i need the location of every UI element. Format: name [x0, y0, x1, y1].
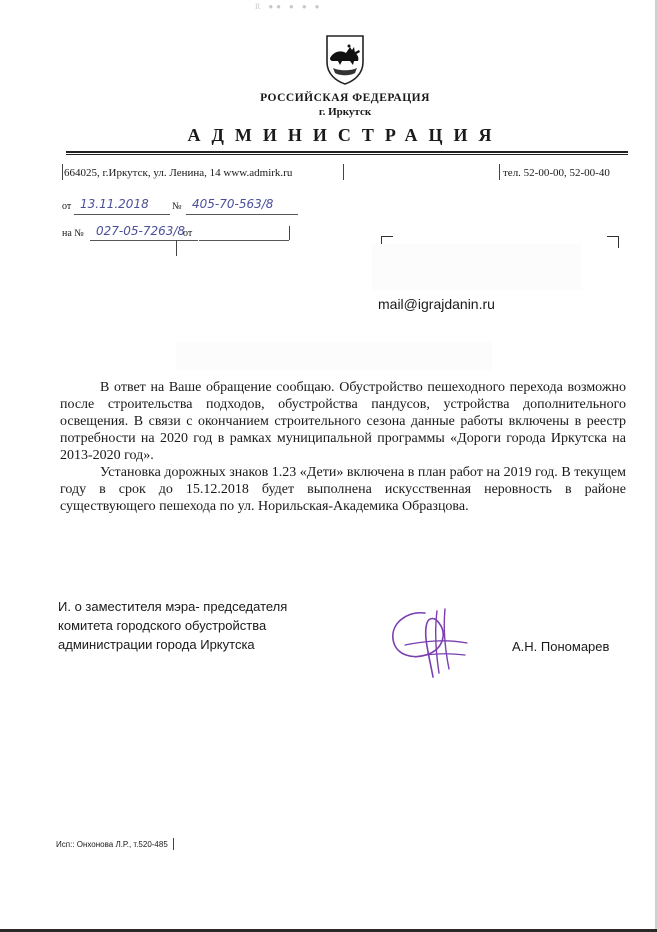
from-label: от	[62, 201, 72, 212]
reference-number-underline	[90, 240, 198, 241]
phone-bracket-left	[499, 164, 500, 180]
header-rule-thin	[66, 154, 628, 155]
reference-from-label: от	[183, 228, 193, 239]
signatory-title-line-2: комитета городского обустройства	[58, 618, 267, 633]
scan-noise: R ●● ● ● ●	[255, 2, 323, 11]
outgoing-date: 13.11.2018	[80, 197, 149, 211]
redacted-recipient	[372, 244, 582, 290]
signatory-title-line-1: И. о заместителя мэра- председателя	[58, 599, 288, 614]
redacted-salutation	[176, 342, 492, 370]
letterhead-title: АДМИНИСТРАЦИЯ	[187, 125, 503, 145]
address-bracket-right	[343, 164, 344, 180]
irkutsk-coat-of-arms-icon	[324, 34, 366, 86]
reference-label: на №	[62, 228, 84, 239]
letter-body	[60, 379, 626, 515]
address-corner-top-right-v	[618, 236, 619, 248]
phone-line: тел. 52-00-00, 52-00-40	[503, 167, 610, 179]
signer-name: А.Н. Пономарев	[512, 639, 610, 654]
body-paragraph-1: В ответ на Ваше обращение сообщаю. Обустройство пешеходного перехода возможно после строительства подходов, обустройства пандусов, устройства дополнительного освещения. В связи с окончанием строительного сезона данные работы включены в реестр потребности на 2020 год в рамках муниципальной программы «Дороги города Иркутска на 2013-2020 год».	[60, 380, 626, 463]
city-name: г. Иркутск	[318, 106, 372, 118]
outgoing-number: 405-70-563/8	[192, 197, 274, 211]
outgoing-number-underline	[186, 214, 298, 215]
outgoing-date-underline	[74, 214, 170, 215]
recipient-email: mail@igrajdanin.ru	[378, 296, 495, 312]
address-corner-top-left	[381, 236, 393, 237]
address-bracket-left	[62, 164, 63, 180]
handwritten-signature	[385, 603, 469, 681]
reference-number: 027-05-7263/8	[96, 224, 186, 238]
reference-date-underline	[199, 240, 289, 241]
reference-bracket	[289, 226, 290, 240]
number-label: №	[172, 201, 182, 212]
country-name: РОССИЙСКАЯ ФЕДЕРАЦИЯ	[260, 92, 430, 104]
signatory-title	[58, 597, 287, 654]
header-rule-thick	[66, 151, 628, 153]
executor-bracket	[173, 838, 174, 850]
executor-note: Исп:: Онхонова Л.Р., т.520-485	[56, 840, 168, 849]
body-paragraph-2: Установка дорожных знаков 1.23 «Дети» включена в план работ на 2019 год. В текущем году в срок до 15.12.2018 будет выполнена искусственная неровность в районе существующего пешехода по ул. Норильская-Академика Образцова.	[60, 465, 626, 514]
reference-tick	[176, 240, 177, 256]
address-line: 664025, г.Иркутск, ул. Ленина, 14 www.admirk.ru	[64, 167, 293, 179]
signatory-title-line-3: администрации города Иркутска	[58, 637, 255, 652]
